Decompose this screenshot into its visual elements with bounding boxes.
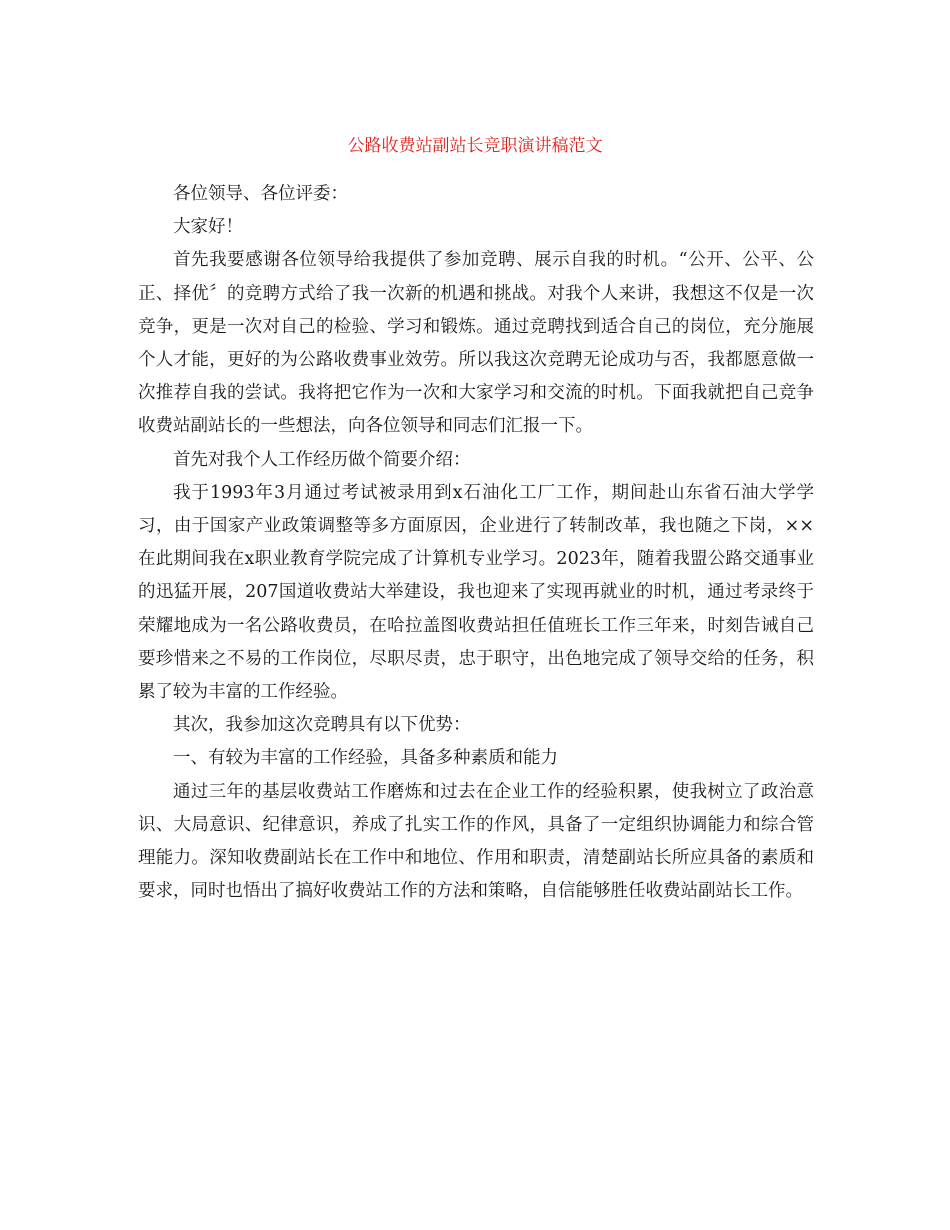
document-title: 公路收费站副站长竞职演讲稿范文	[347, 136, 603, 156]
paragraph: 通过三年的基层收费站工作磨炼和过去在企业工作的经验积累，使我树立了政治意识、大局意识、纪律意识，养成了扎实工作的作风，具备了一定组织协调能力和综合管理能力。深知收费副站长在工作中和地位、作用和职责，清楚副站长所应具备的素质和要求，同时也悟出了搞好收费站工作的方法和策略，自信能够胜任收费站副站长工作。	[138, 781, 814, 902]
section-heading: 一、有较为丰富的工作经验，具备多种素质和能力	[173, 748, 558, 769]
salutation: 各位领导、各位评委：	[173, 184, 348, 204]
paragraph: 我于1993年3月通过考试被录用到x石油化工厂工作，期间赴山东省石油大学学习，由于国家产业政策调整等多方面原因，企业进行了转制改革，我也随之下岗，××在此期间我在x职业教育学院完成了计算机专业学习。2023年，随着我盟公路交通事业的迅猛开展，207国道收费站大举建设，我也迎来了实现再就业的时机，通过考录终于荣耀地成为一名公路收费员，在哈拉盖图收费站担任值班长工作三年来，时刻告诫自己要珍惜来之不易的工作岗位，尽职尽责，忠于职守，出色地完成了领导交给的任务，积累了较为丰富的工作经验。	[138, 482, 814, 703]
paragraph: 其次，我参加这次竞聘具有以下优势：	[173, 715, 471, 736]
greeting: 大家好！	[173, 217, 243, 238]
paragraph: 首先对我个人工作经历做个简要介绍：	[173, 449, 471, 470]
document-body	[138, 178, 814, 908]
paragraph: 首先我要感谢各位领导给我提供了参加竞聘、展示自我的时机。“公开、公平、公正、择优〞的竞聘方式给了我一次新的机遇和挑战。对我个人来讲，我想这不仅是一次竞争，更是一次对自己的检验、学习和锻炼。通过竞聘找到适合自己的岗位，充分施展个人才能，更好的为公路收费事业效劳。所以我这次竞聘无论成功与否，我都愿意做一次推荐自我的尝试。我将把它作为一次和大家学习和交流的时机。下面我就把自己竞争收费站副站长的一些想法，向各位领导和同志们汇报一下。	[138, 250, 814, 437]
